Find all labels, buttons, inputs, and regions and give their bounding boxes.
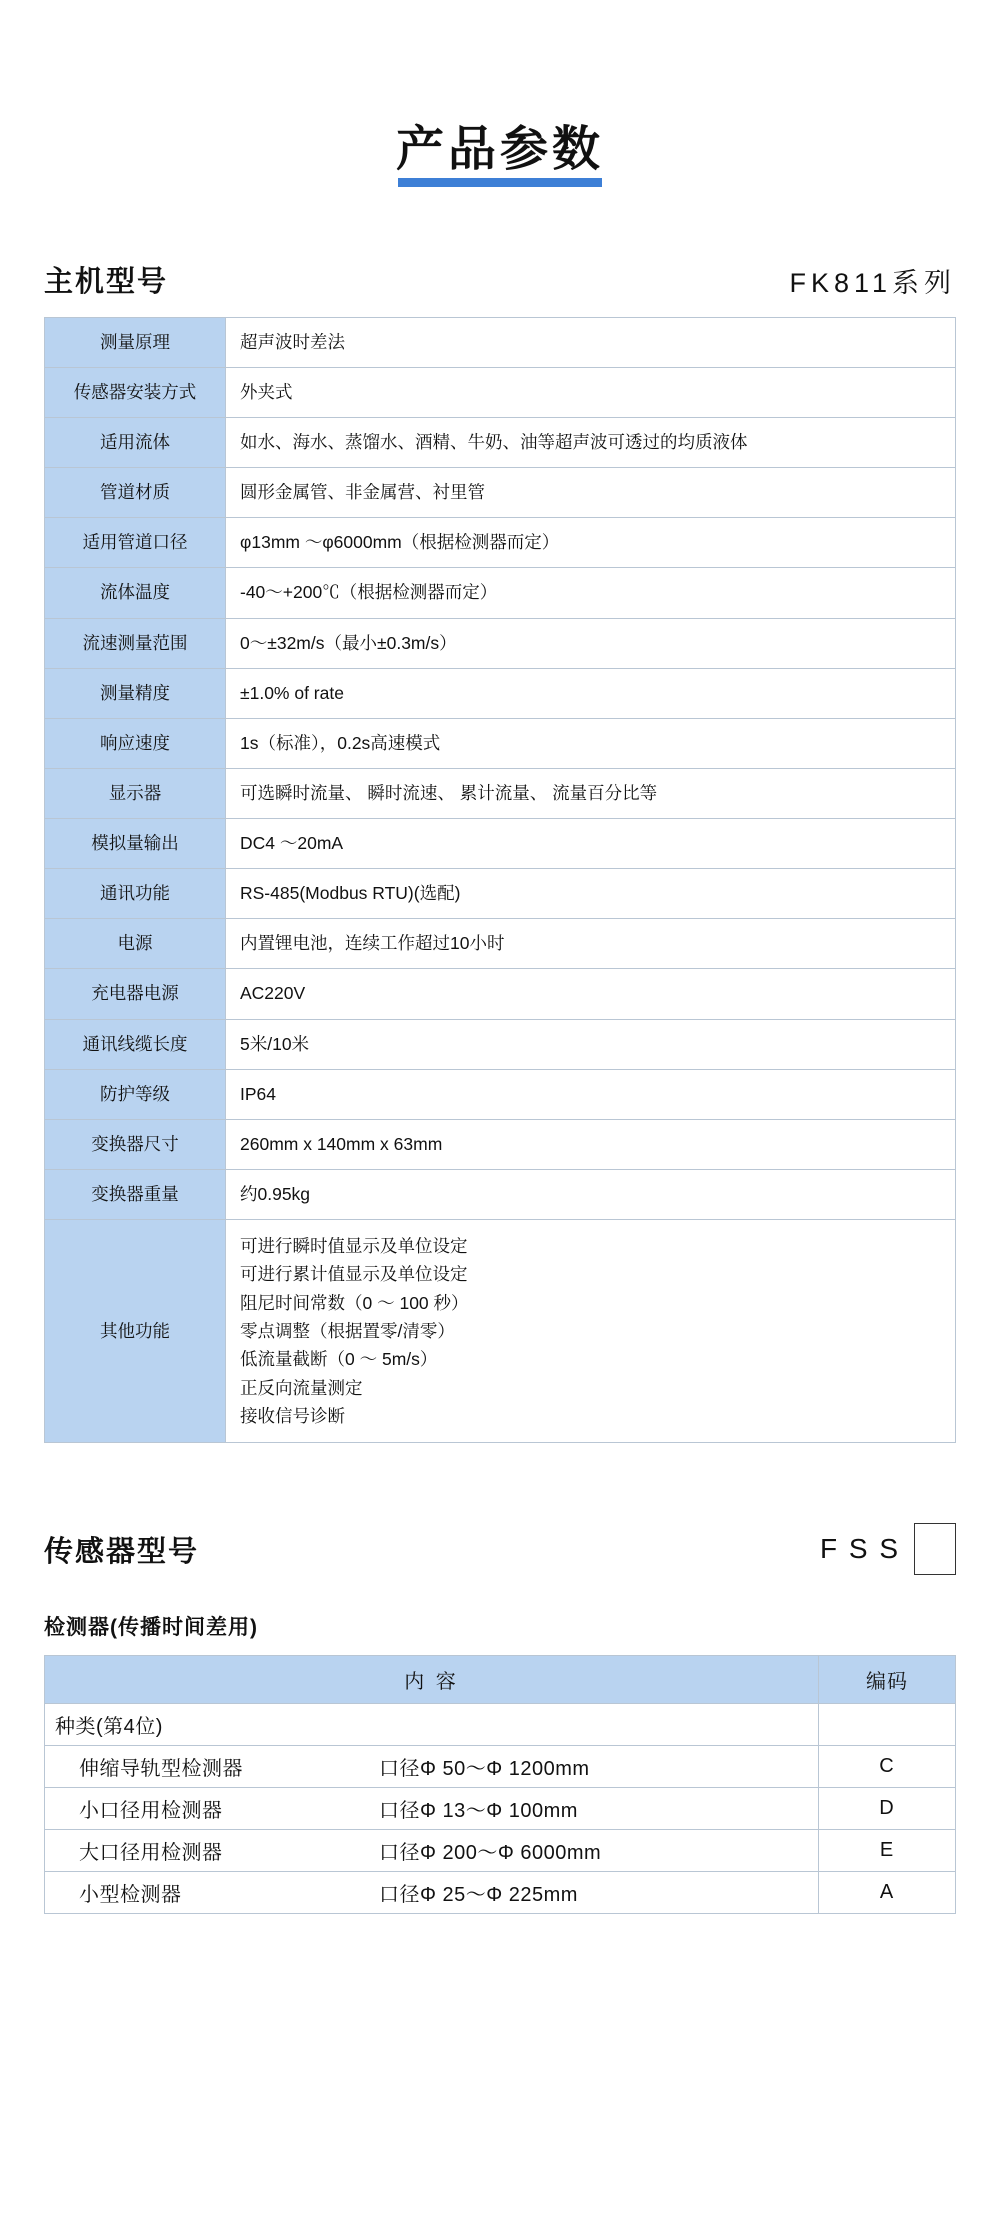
spec-label: 流体温度 [45, 568, 226, 618]
spec-value: 外夹式 [226, 367, 956, 417]
other-function-line: 接收信号诊断 [240, 1406, 345, 1427]
detector-col-content: 内 容 [45, 1656, 819, 1704]
detector-table-body [45, 1704, 956, 1914]
detector-diameter: 口径Φ 50〜Φ 1200mm [379, 1758, 590, 1781]
table-row [45, 1746, 956, 1788]
detector-diameter: 口径Φ 200〜Φ 6000mm [379, 1842, 602, 1865]
detector-row-content [45, 1830, 819, 1872]
spec-label: 通讯线缆长度 [45, 1019, 226, 1069]
bottom-spacer [0, 1914, 1000, 2034]
table-row [45, 618, 956, 668]
detector-name: 大口径用检测器 [79, 1842, 223, 1865]
table-row [45, 668, 956, 718]
spec-label: 变换器尺寸 [45, 1119, 226, 1169]
spec-label: 适用管道口径 [45, 518, 226, 568]
spec-label: 电源 [45, 919, 226, 969]
other-function-line: 可进行累计值显示及单位设定 [240, 1264, 468, 1285]
spec-label: 响应速度 [45, 718, 226, 768]
sensor-code-box[interactable] [914, 1523, 956, 1575]
detector-diameter: 口径Φ 13〜Φ 100mm [379, 1800, 578, 1823]
table-row [45, 819, 956, 869]
detector-row-content [45, 1788, 819, 1830]
table-row [45, 1019, 956, 1069]
table-row [45, 969, 956, 1019]
other-function-line: 低流量截断（0 〜 5m/s） [240, 1349, 438, 1370]
table-row [45, 1872, 956, 1914]
detector-code: E [819, 1830, 956, 1872]
spec-value: AC220V [226, 969, 956, 1019]
spec-label: 测量精度 [45, 668, 226, 718]
sensor-heading: 传感器型号 [44, 1535, 200, 1568]
table-row [45, 1704, 956, 1746]
detector-code: C [819, 1746, 956, 1788]
spec-label: 显示器 [45, 768, 226, 818]
other-function-line: 正反向流量测定 [240, 1377, 363, 1398]
detector-row-flex [55, 1836, 808, 1865]
detector-group-label: 种类(第4位) [45, 1704, 819, 1746]
spec-value-other-functions [226, 1220, 956, 1443]
spec-value: 5米/10米 [226, 1019, 956, 1069]
host-heading: 主机型号 [44, 265, 169, 298]
detector-sub-heading: 检测器(传播时间差用) [44, 1616, 258, 1640]
detector-row-flex [55, 1794, 808, 1823]
detector-name: 小口径用检测器 [79, 1800, 223, 1823]
sensor-code-prefix: F S S [819, 1533, 900, 1565]
spec-value: ±1.0% of rate [226, 668, 956, 718]
spec-label: 测量原理 [45, 317, 226, 367]
detector-row-flex [55, 1752, 808, 1781]
host-section-header [44, 187, 956, 300]
spec-label: 变换器重量 [45, 1169, 226, 1219]
spec-label: 充电器电源 [45, 969, 226, 1019]
spec-label: 适用流体 [45, 418, 226, 468]
detector-code: D [819, 1788, 956, 1830]
other-function-line: 零点调整（根据置零/清零） [240, 1321, 455, 1342]
host-spec-body [45, 317, 956, 1443]
table-row-other-functions [45, 1220, 956, 1443]
page-title-wrap [0, 0, 1000, 187]
spec-value: 1s（标准），0.2s高速模式 [226, 718, 956, 768]
sensor-code-group [820, 1523, 956, 1575]
title-underline [398, 178, 602, 187]
spec-value: RS-485(Modbus RTU)(选配) [226, 869, 956, 919]
page-title [392, 124, 608, 187]
table-row [45, 768, 956, 818]
spec-value: 如水、海水、蒸馏水、酒精、牛奶、油等超声波可透过的均质液体 [226, 418, 956, 468]
table-row [45, 367, 956, 417]
table-row [45, 568, 956, 618]
spec-label: 防护等级 [45, 1069, 226, 1119]
detector-code: A [819, 1872, 956, 1914]
other-function-line: 阻尼时间常数（0 〜 100 秒） [240, 1292, 469, 1313]
table-row [45, 869, 956, 919]
spec-value: 圆形金属管、非金属营、衬里管 [226, 468, 956, 518]
detector-name: 小型检测器 [79, 1884, 182, 1907]
table-row [45, 1169, 956, 1219]
detector-row-content [45, 1746, 819, 1788]
spec-value: 约0.95kg [226, 1169, 956, 1219]
table-row [45, 1119, 956, 1169]
table-row [45, 418, 956, 468]
spec-value: 内置锂电池，连续工作超过10小时 [226, 919, 956, 969]
spec-value: 超声波时差法 [226, 317, 956, 367]
page-title-text: 产品参数 [395, 123, 604, 176]
spec-label: 传感器安装方式 [45, 367, 226, 417]
spec-value: DC4 〜20mA [226, 819, 956, 869]
sensor-section-header [44, 1443, 956, 1575]
spec-value: φ13mm 〜φ6000mm（根据检测器而定） [226, 518, 956, 568]
table-row [45, 518, 956, 568]
detector-name: 伸缩导轨型检测器 [79, 1758, 243, 1781]
table-row [45, 1069, 956, 1119]
table-header-row [45, 1656, 956, 1704]
detector-diameter: 口径Φ 25〜Φ 225mm [379, 1884, 578, 1907]
spec-label: 通讯功能 [45, 869, 226, 919]
spec-value: 0〜±32m/s（最小±0.3m/s） [226, 618, 956, 668]
table-row [45, 1788, 956, 1830]
spec-value: -40〜+200℃（根据检测器而定） [226, 568, 956, 618]
host-model: FK811系列 [789, 267, 956, 298]
detector-table [44, 1655, 956, 1914]
table-row [45, 1830, 956, 1872]
detector-row-content [45, 1872, 819, 1914]
detector-group-code [819, 1704, 956, 1746]
detector-row-flex [55, 1878, 808, 1907]
other-function-line: 可进行瞬时值显示及单位设定 [240, 1236, 468, 1257]
spec-label: 其他功能 [45, 1220, 226, 1443]
table-row [45, 718, 956, 768]
detector-col-code: 编码 [819, 1656, 956, 1704]
table-row [45, 919, 956, 969]
spec-label: 模拟量输出 [45, 819, 226, 869]
host-spec-table [44, 317, 956, 1444]
spec-label: 流速测量范围 [45, 618, 226, 668]
spec-label: 管道材质 [45, 468, 226, 518]
table-row [45, 468, 956, 518]
table-row [45, 317, 956, 367]
detector-table-head [45, 1656, 956, 1704]
spec-value: 260mm x 140mm x 63mm [226, 1119, 956, 1169]
spec-value: IP64 [226, 1069, 956, 1119]
spec-value: 可选瞬时流量、 瞬时流速、 累计流量、 流量百分比等 [226, 768, 956, 818]
